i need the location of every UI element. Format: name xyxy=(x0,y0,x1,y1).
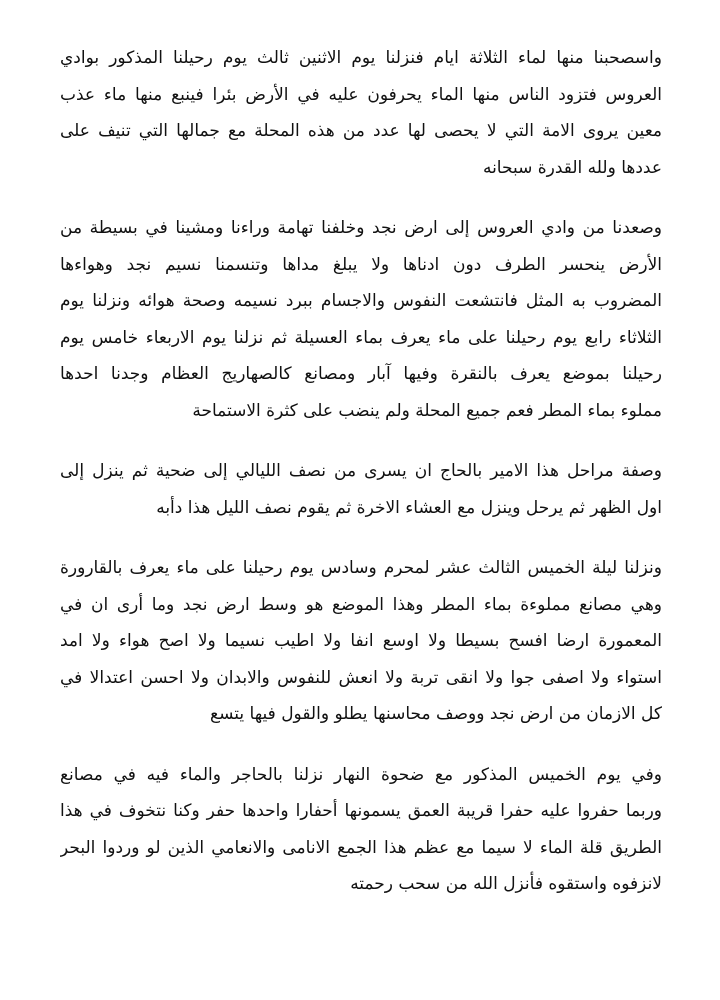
document-page xyxy=(60,40,662,927)
text-line: المعمورة ارضا افسح بسيطا ولا اوسع انفا ولا اطيب نسيما ولا اصح هواء ولا امد xyxy=(60,631,662,651)
text-line: لانزفوه واستقوه فأنزل الله من سحب رحمته xyxy=(350,874,662,894)
paragraph-3 xyxy=(60,453,662,526)
text-line: الطريق قلة الماء لا سيما مع عظم هذا الجمع الانامى والانعامي الذين لو وردوا البحر xyxy=(60,837,662,858)
paragraph-1 xyxy=(60,40,662,186)
paragraph-5 xyxy=(60,757,662,903)
text-line: الثلاثاء رابع يوم رحيلنا على ماء يعرف بماء العسيلة ثم نزلنا يوم الاربعاء خامس يوم xyxy=(60,327,662,348)
text-line: اول الظهر ثم يرحل وينزل مع العشاء الاخرة ثم يقوم نصف الليل هذا دأبه xyxy=(156,497,662,518)
text-line: العروس فتزود الناس منها الماء يحرفون عليه في الأرض بئرا فينبع منها ماء عذب xyxy=(60,84,662,105)
text-line: المضروب به المثل فانتشعت النفوس والاجسام ببرد نسيمه وصحة هوائه ونزلنا يوم xyxy=(60,291,662,311)
text-line: وهي مصانع مملوءة بماء المطر وهذا الموضع هو وسط ارض نجد وما أرى ان في xyxy=(60,594,662,615)
text-line: الأرض ينحسر الطرف دون ادناها ولا يبلغ مداها وتنسمنا نسيم نجد وهواءها xyxy=(60,254,662,275)
text-line: وصفة مراحل هذا الامير بالحاج ان يسرى من نصف الليالي إلى ضحية ثم ينزل إلى xyxy=(60,461,662,481)
text-line: واسصحبنا منها لماء الثلاثة ايام فنزلنا يوم الاثنين ثالث يوم رحيلنا المذكور بوادي xyxy=(60,48,662,68)
text-line: وصعدنا من وادي العروس إلى ارض نجد وخلفنا تهامة وراءنا ومشينا في بسيطة من xyxy=(60,218,662,238)
text-line: وفي يوم الخميس المذكور مع ضحوة النهار نزلنا بالحاجر والماء فيه في مصانع xyxy=(60,764,662,785)
text-line: كل الازمان من ارض نجد ووصف محاسنها يطلو والقول فيها يتسع xyxy=(210,704,662,724)
text-line: وربما حفروا عليه حفرا قريبة العمق يسمونها أحفارا واحدها حفر وكنا نتخوف في هذا xyxy=(60,801,662,821)
paragraph-2 xyxy=(60,210,662,429)
text-line: عددها ولله القدرة سبحانه xyxy=(482,157,662,178)
text-line: استواء ولا اصفى جوا ولا انقى تربة ولا انعش للنفوس والابدان ولا احسن اعتدالا في xyxy=(60,667,662,688)
text-line: رحيلنا بموضع يعرف بالنقرة وفيها آبار ومصانع كالصهاريج العظام وجدنا احدها xyxy=(60,364,662,384)
text-line: معين يروى الامة التي لا يحصى لها عدد من هذه المحلة مع جمالها التي تنيف على xyxy=(60,121,662,141)
text-line: مملوء بماء المطر فعم جميع المحلة ولم ينضب على كثرة الاستماحة xyxy=(192,400,662,421)
text-line: ونزلنا ليلة الخميس الثالث عشر لمحرم وسادس يوم رحيلنا على ماء يعرف بالقارورة xyxy=(60,558,662,578)
paragraph-4 xyxy=(60,550,662,733)
